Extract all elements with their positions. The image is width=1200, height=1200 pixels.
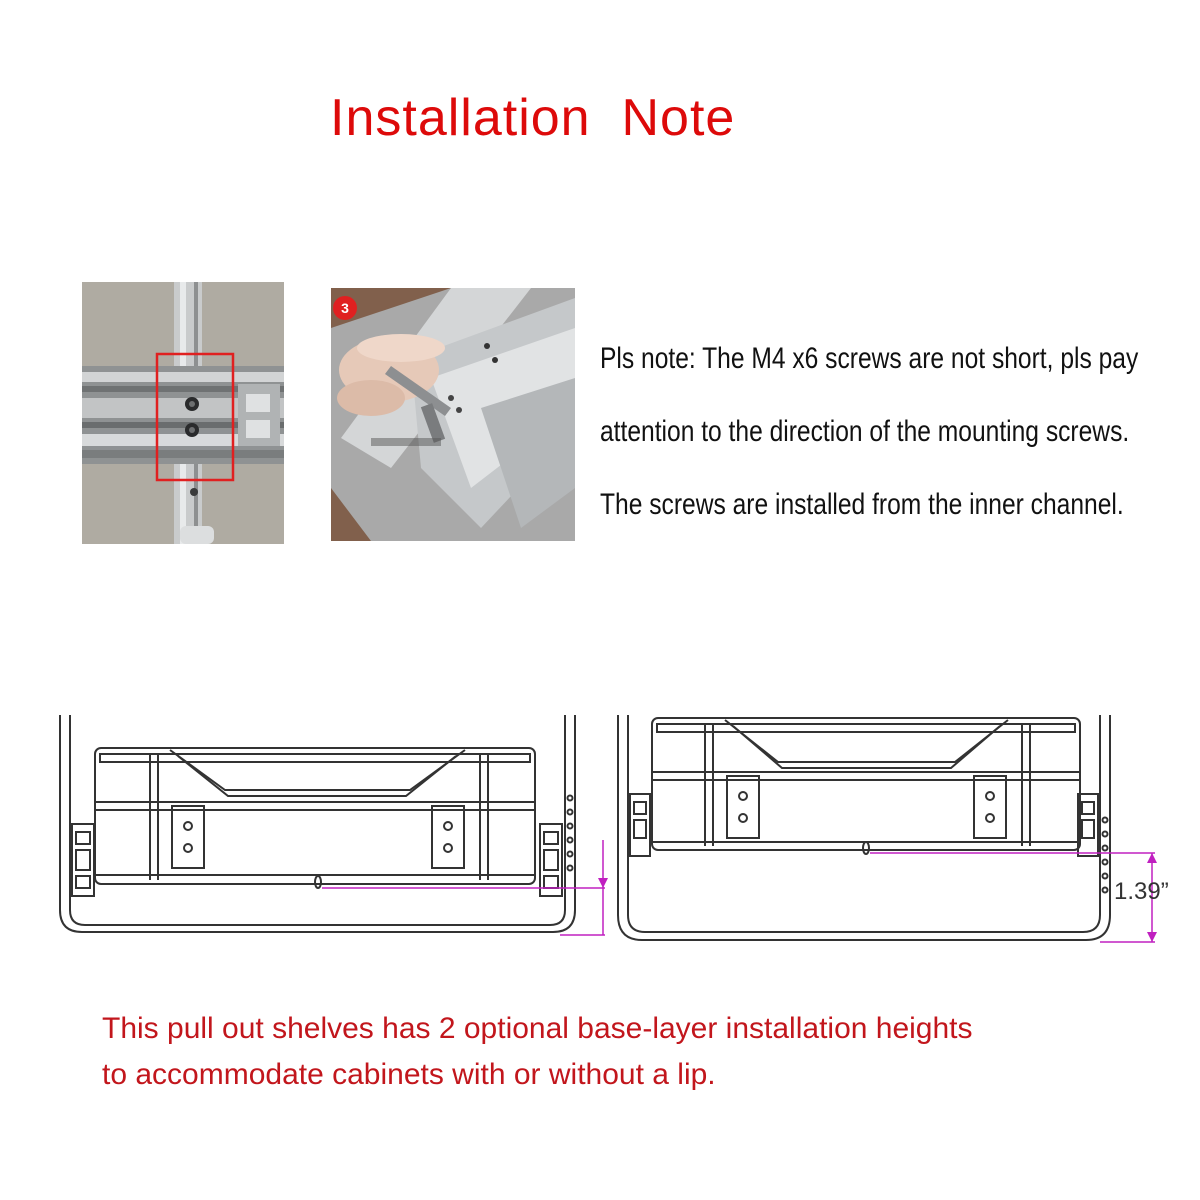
basket-high-mount-diagram: [610, 710, 1200, 950]
slide-rail-screws-photo: [82, 282, 284, 544]
wrench-installing-screw-photo: [331, 288, 575, 541]
description-line-1: This pull out shelves has 2 optional base-layer installation heights: [102, 1012, 973, 1045]
installation-note-text: [600, 322, 1139, 541]
description-line-2: to accommodate cabinets with or without a lip.: [102, 1058, 716, 1091]
note-line-1: Pls note: The M4 x6 screws are not short, pls pay: [600, 342, 1139, 375]
step-number-badge: 3: [341, 300, 349, 316]
dimension-label: 1.39”: [1114, 878, 1169, 905]
page-title: Installation Note: [330, 89, 736, 147]
basket-low-mount-diagram: [50, 710, 610, 950]
note-line-2: attention to the direction of the mounting screws.: [600, 415, 1130, 448]
note-line-3: The screws are installed from the inner channel.: [600, 488, 1124, 521]
installation-heights-description: [102, 1006, 1162, 1098]
